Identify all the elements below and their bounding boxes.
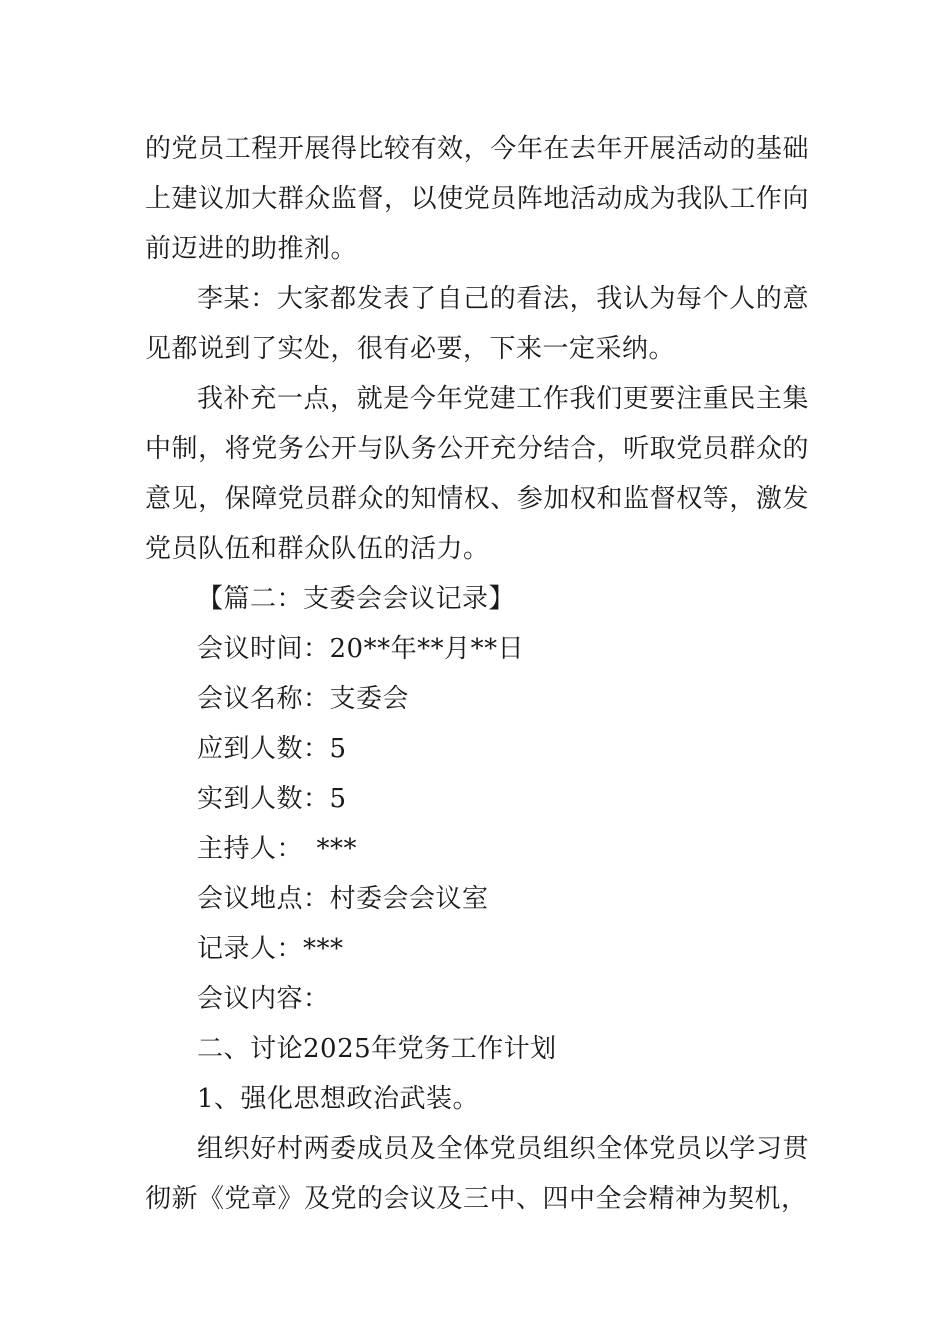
expected-attendance: 应到人数：5 <box>197 734 347 764</box>
paragraph-li-remarks: 李某：大家都发表了自己的看法，我认为每个人的意见都说到了实处，很有必要，下来一定采纳。 <box>145 284 809 364</box>
paragraph-supplement: 我补充一点，就是今年党建工作我们更要注重民主集中制，将党务公开与队务公开充分结合，听取党员群众的意见，保障党员群众的知情权、参加权和监督权等，激发党员队伍和群众队伍的活力。 <box>145 384 809 564</box>
agenda-item-2: 二、讨论2025年党务工作计划 <box>197 1034 557 1064</box>
document-body <box>145 124 809 1224</box>
paragraph-organize: 组织好村两委成员及全体党员组织全体党员以学习贯彻新《党章》及党的会议及三中、四中全会精神为契机， <box>145 1134 809 1214</box>
section-heading: 【篇二：支委会会议记录】 <box>197 584 516 614</box>
actual-attendance: 实到人数：5 <box>197 784 347 814</box>
sub-item-1: 1、强化思想政治武装。 <box>197 1084 480 1114</box>
meeting-location: 会议地点：村委会会议室 <box>197 884 489 914</box>
meeting-time: 会议时间：20**年**月**日 <box>197 634 525 664</box>
recorder: 记录人：*** <box>197 934 344 964</box>
paragraph-continued: 的党员工程开展得比较有效，今年在去年开展活动的基础上建议加大群众监督，以使党员阵地活动成为我队工作向前迈进的助推剂。 <box>145 134 809 264</box>
meeting-content-label: 会议内容： <box>197 984 330 1014</box>
meeting-name: 会议名称：支委会 <box>197 684 410 714</box>
host: 主持人： *** <box>197 834 358 864</box>
